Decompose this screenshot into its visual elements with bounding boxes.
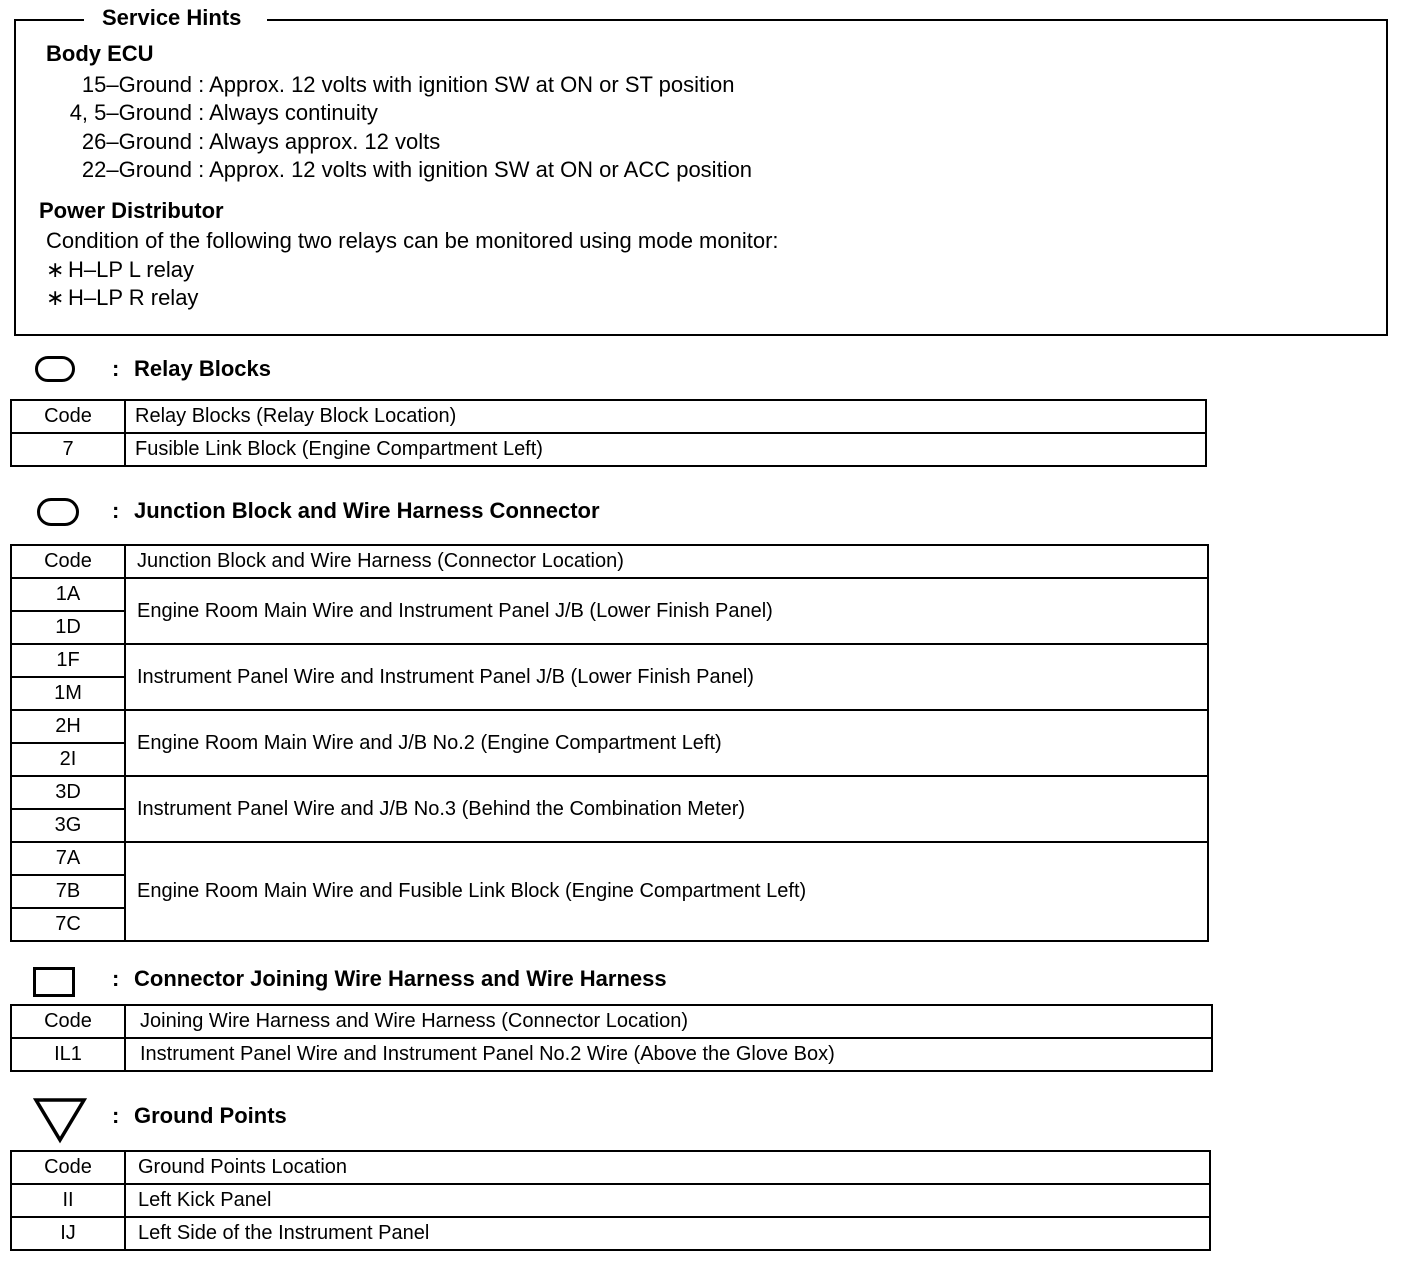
body-ecu-line [48, 157, 752, 183]
location-cell: Engine Room Main Wire and J/B No.2 (Engine Compartment Left) [125, 710, 1208, 776]
code-cell: IL1 [11, 1038, 125, 1071]
code-cell: 1D [11, 611, 125, 644]
heading-colon: : [112, 356, 120, 381]
heading-colon: : [112, 966, 120, 991]
ground-points-table [10, 1150, 1211, 1251]
junction-block-symbol-icon [37, 498, 79, 526]
location-cell: Fusible Link Block (Engine Compartment Left) [125, 433, 1206, 466]
table-row [11, 1038, 1212, 1071]
code-header: Code [11, 1005, 125, 1038]
relay-blocks-table [10, 399, 1207, 467]
code-header: Code [11, 400, 125, 433]
table-row [11, 1184, 1210, 1217]
location-header: Junction Block and Wire Harness (Connector Location) [125, 545, 1208, 578]
location-cell: Instrument Panel Wire and J/B No.3 (Behind the Combination Meter) [125, 776, 1208, 842]
code-cell: 3D [11, 776, 125, 809]
terminal-description: : Always approx. 12 volts [198, 129, 441, 154]
table-row [11, 433, 1206, 466]
junction-block-table [10, 544, 1209, 942]
relay-name: H–LP L relay [68, 257, 194, 282]
terminal-label: 15–Ground [81, 72, 192, 97]
code-cell: 7C [11, 908, 125, 941]
body-ecu-line [48, 72, 735, 98]
location-header: Ground Points Location [125, 1151, 1210, 1184]
service-hints-title: Service Hints [84, 5, 267, 31]
code-cell: IJ [11, 1217, 125, 1250]
code-cell: 2H [11, 710, 125, 743]
location-cell: Left Side of the Instrument Panel [125, 1217, 1210, 1250]
connector-symbol-icon [33, 967, 75, 997]
code-cell: 1F [11, 644, 125, 677]
ground-points-title: Ground Points [134, 1103, 287, 1128]
asterisk-icon: ∗ [46, 257, 65, 282]
location-header: Joining Wire Harness and Wire Harness (Connector Location) [125, 1005, 1212, 1038]
table-row [11, 842, 1208, 875]
table-header-row [11, 1151, 1210, 1184]
relay-list-item [46, 257, 194, 283]
table-row [11, 776, 1208, 809]
relay-block-symbol-icon [35, 356, 75, 382]
body-ecu-heading: Body ECU [46, 41, 154, 66]
location-cell: Instrument Panel Wire and Instrument Panel J/B (Lower Finish Panel) [125, 644, 1208, 710]
location-header: Relay Blocks (Relay Block Location) [125, 400, 1206, 433]
body-ecu-line [48, 100, 378, 126]
terminal-label: 22–Ground [81, 157, 192, 182]
relay-blocks-title: Relay Blocks [134, 356, 271, 381]
terminal-description: : Approx. 12 volts with ignition SW at ON or ST position [198, 72, 735, 97]
terminal-description: : Always continuity [198, 100, 378, 125]
code-cell: 7A [11, 842, 125, 875]
terminal-description: : Approx. 12 volts with ignition SW at ON or ACC position [198, 157, 753, 182]
code-cell: 1M [11, 677, 125, 710]
location-cell: Engine Room Main Wire and Fusible Link Block (Engine Compartment Left) [125, 842, 1208, 941]
power-distributor-heading: Power Distributor [39, 198, 224, 223]
asterisk-icon: ∗ [46, 285, 65, 310]
relay-name: H–LP R relay [68, 285, 199, 310]
code-header: Code [11, 1151, 125, 1184]
connector-title: Connector Joining Wire Harness and Wire Harness [134, 966, 667, 991]
code-cell: 1A [11, 578, 125, 611]
table-row [11, 644, 1208, 677]
body-ecu-line [48, 129, 440, 155]
code-cell: 2I [11, 743, 125, 776]
code-header: Code [11, 545, 125, 578]
code-cell: 7 [11, 433, 125, 466]
table-header-row [11, 400, 1206, 433]
table-header-row [11, 1005, 1212, 1038]
ground-point-symbol-icon [32, 1096, 88, 1144]
heading-colon: : [112, 498, 120, 523]
table-row [11, 1217, 1210, 1250]
terminal-label: 26–Ground [81, 129, 192, 154]
power-distributor-intro: Condition of the following two relays can be monitored using mode monitor: [46, 228, 779, 253]
table-header-row [11, 545, 1208, 578]
table-row [11, 578, 1208, 611]
heading-colon: : [112, 1103, 120, 1128]
terminal-label: 4, 5–Ground [69, 100, 192, 125]
code-cell: 7B [11, 875, 125, 908]
location-cell: Instrument Panel Wire and Instrument Panel No.2 Wire (Above the Glove Box) [125, 1038, 1212, 1071]
code-cell: II [11, 1184, 125, 1217]
relay-list-item [46, 285, 198, 311]
connector-table [10, 1004, 1213, 1072]
location-cell: Left Kick Panel [125, 1184, 1210, 1217]
location-cell: Engine Room Main Wire and Instrument Panel J/B (Lower Finish Panel) [125, 578, 1208, 644]
junction-block-title: Junction Block and Wire Harness Connector [134, 498, 600, 523]
code-cell: 3G [11, 809, 125, 842]
table-row [11, 710, 1208, 743]
